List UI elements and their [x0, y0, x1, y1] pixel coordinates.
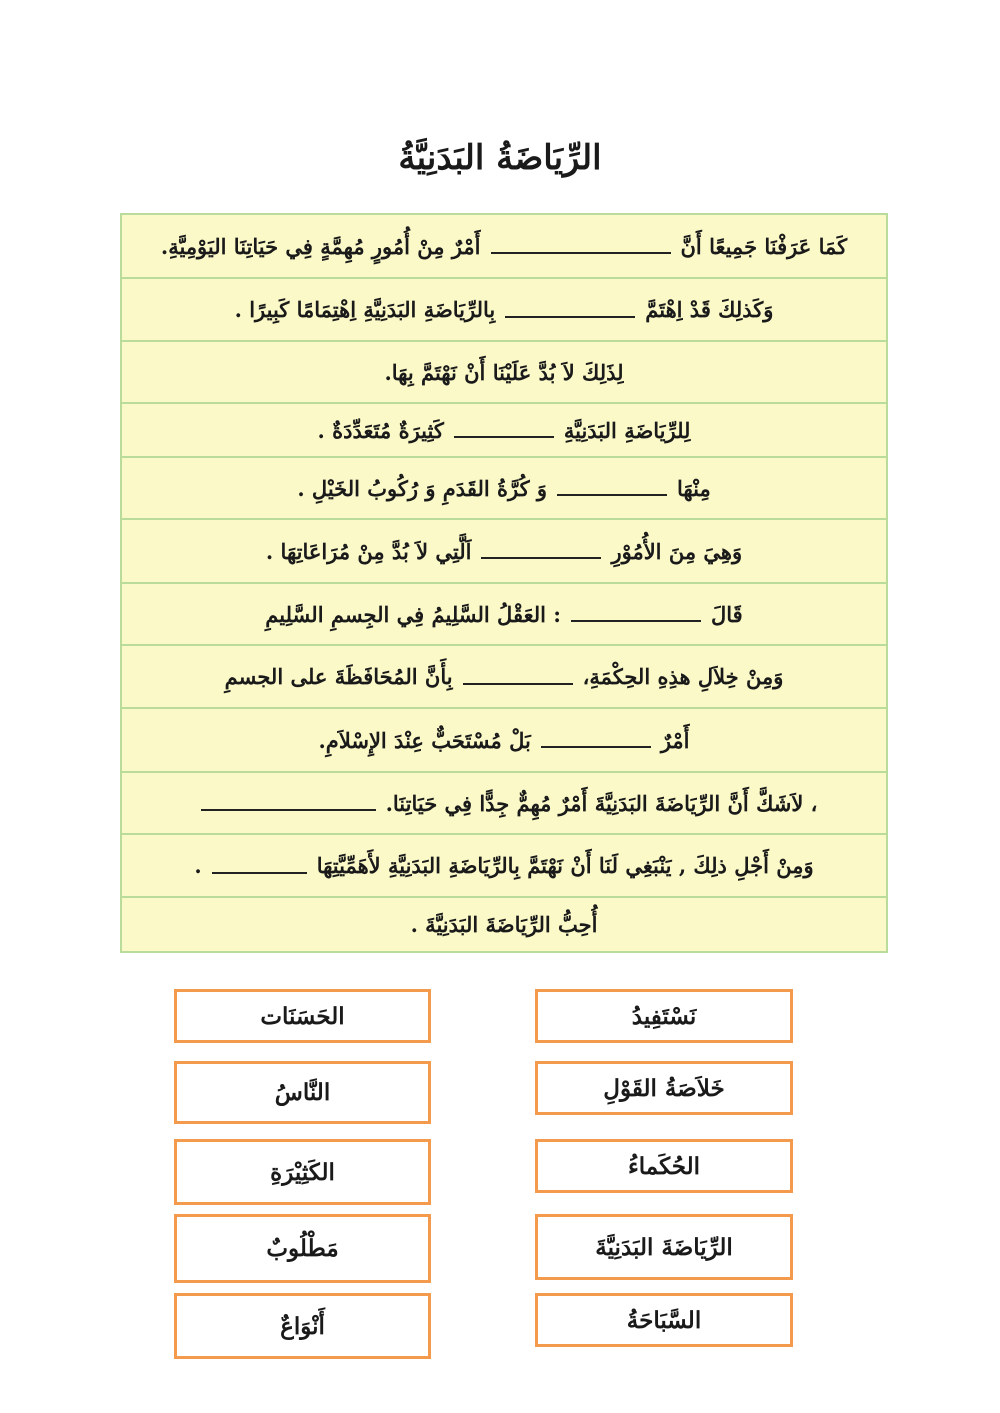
sentence-3-text: لِذَلِكَ لاَ بُدَّ عَلَيْنَا أَنْ نَهْتَمَّ بِهَا.	[384, 359, 624, 385]
sentence-row-1	[122, 215, 886, 279]
word-card[interactable]: النَّاسُ	[174, 1061, 431, 1124]
sentence-row-9	[122, 709, 886, 773]
word-card[interactable]: مَطْلُوبٌ	[174, 1214, 431, 1283]
sentence-row-10	[122, 773, 886, 835]
sentence-7-after: : العَقْلُ السَّلِيمُ فِي الجِسمِ السَّلِيمِ	[265, 601, 561, 627]
sentence-row-3	[122, 342, 886, 404]
blank-drop-zone-5[interactable]	[481, 543, 601, 559]
word-card[interactable]: أَنْوَاعٌ	[174, 1293, 431, 1359]
sentence-row-7	[122, 584, 886, 646]
sentence-12-text: أُحِبُّ الرِّيَاضَةَ البَدَنِيَّةَ .	[410, 912, 598, 937]
word-card[interactable]: الحُكَماءُ	[535, 1139, 793, 1193]
sentence-row-12	[122, 898, 886, 951]
sentence-7-before: قَالَ	[711, 601, 743, 627]
sentence-9-after: بَلْ مُسْتَحَبٌّ عِنْدَ الإِسْلاَمِ.	[318, 727, 531, 753]
sentence-row-2	[122, 279, 886, 342]
sentence-11-after: .	[194, 853, 202, 878]
sentence-1-after: أَمْرٌ مِنْ أُمُورٍ مُهِمَّةٍ فِي حَيَاتِنَا اليَوْمِيَّةِ.	[160, 233, 481, 259]
word-card[interactable]: الحَسَنَات	[174, 989, 431, 1043]
word-card[interactable]: الكَثِيْرَةِ	[174, 1139, 431, 1205]
word-card[interactable]: الرِّيَاضَةَ البَدَنِيَّةَ	[535, 1214, 793, 1280]
sentence-10-after: ، لاَشَكَّ أَنَّ الرِّيَاضَةَ البَدَنِيَّةَ أَمْرٌ مُهِمٌّ جِدًّا فِي حَيَاتِنَا.	[385, 790, 818, 816]
sentence-row-11	[122, 835, 886, 898]
blank-drop-zone-8[interactable]	[541, 732, 651, 748]
sentence-6-before: وَهِيَ مِنَ الأُمُوْرِ	[611, 538, 743, 564]
sentence-row-5	[122, 458, 886, 520]
blank-drop-zone-10[interactable]	[212, 858, 307, 874]
sentence-row-4	[122, 404, 886, 458]
blank-drop-zone-2[interactable]	[505, 302, 635, 318]
sentence-4-after: كَثِيرَةٌ مُتَعَدِّدَةٌ .	[317, 417, 444, 443]
sentence-row-8	[122, 646, 886, 709]
blank-drop-zone-7[interactable]	[463, 669, 573, 685]
word-card[interactable]: نَسْتَفِيدُ	[535, 989, 793, 1043]
blank-drop-zone-3[interactable]	[454, 422, 554, 438]
sentence-11-before: وَمِنْ أَجْلِ ذلِكَ , يَنْبَغِي لَنَا أَنْ نَهْتَمَّ بِالرِّيَاضَةِ البَدَنِيَّةِ لأَهَمِّيَّتِهَا	[316, 853, 814, 878]
sentence-8-after: بِأَنَّ المُحَافَظَةَ على الجسمِ	[224, 664, 453, 689]
sentence-row-6	[122, 520, 886, 584]
sentence-5-after: وَ كُرَّةُ القَدَمِ وَ رُكُوبُ الخَيْلِ .	[297, 475, 548, 501]
blank-drop-zone-1[interactable]	[491, 238, 671, 254]
sentence-9-before: أَمْرٌ	[660, 727, 690, 753]
sentence-table	[120, 213, 888, 953]
sentence-8-before: وَمِنْ خِلاَلِ هذِهِ الحِكْمَةِ،	[582, 664, 784, 689]
blank-drop-zone-9[interactable]	[201, 795, 376, 811]
blank-drop-zone-6[interactable]	[571, 606, 701, 622]
sentence-5-before: مِنْهَا	[677, 475, 711, 501]
sentence-1-before: كَمَا عَرَفْنَا جَمِيعًا أَنَّ	[680, 233, 848, 259]
sentence-2-before: وَكَذلِكَ قَدْ اِهْتَمَّ	[645, 297, 774, 322]
word-card[interactable]: خَلاَصَةُ القَوْلِ	[535, 1061, 793, 1115]
word-card[interactable]: السَّبَاحَةُ	[535, 1293, 793, 1347]
blank-drop-zone-4[interactable]	[557, 480, 667, 496]
sentence-6-after: اَلَّتِي لاَ بُدَّ مِنْ مُرَاعَاتِهَا .	[265, 538, 472, 564]
worksheet-title: الرِّيَاضَةُ البَدَنِيَّةُ	[398, 138, 602, 178]
sentence-4-before: لِلرِّيَاضَةِ البَدَنِيَّةِ	[563, 417, 691, 443]
sentence-2-after: بِالرِّيَاضَةِ البَدَنِيَّةِ اِهْتِمَامًا كَبِيرًا .	[234, 297, 496, 322]
